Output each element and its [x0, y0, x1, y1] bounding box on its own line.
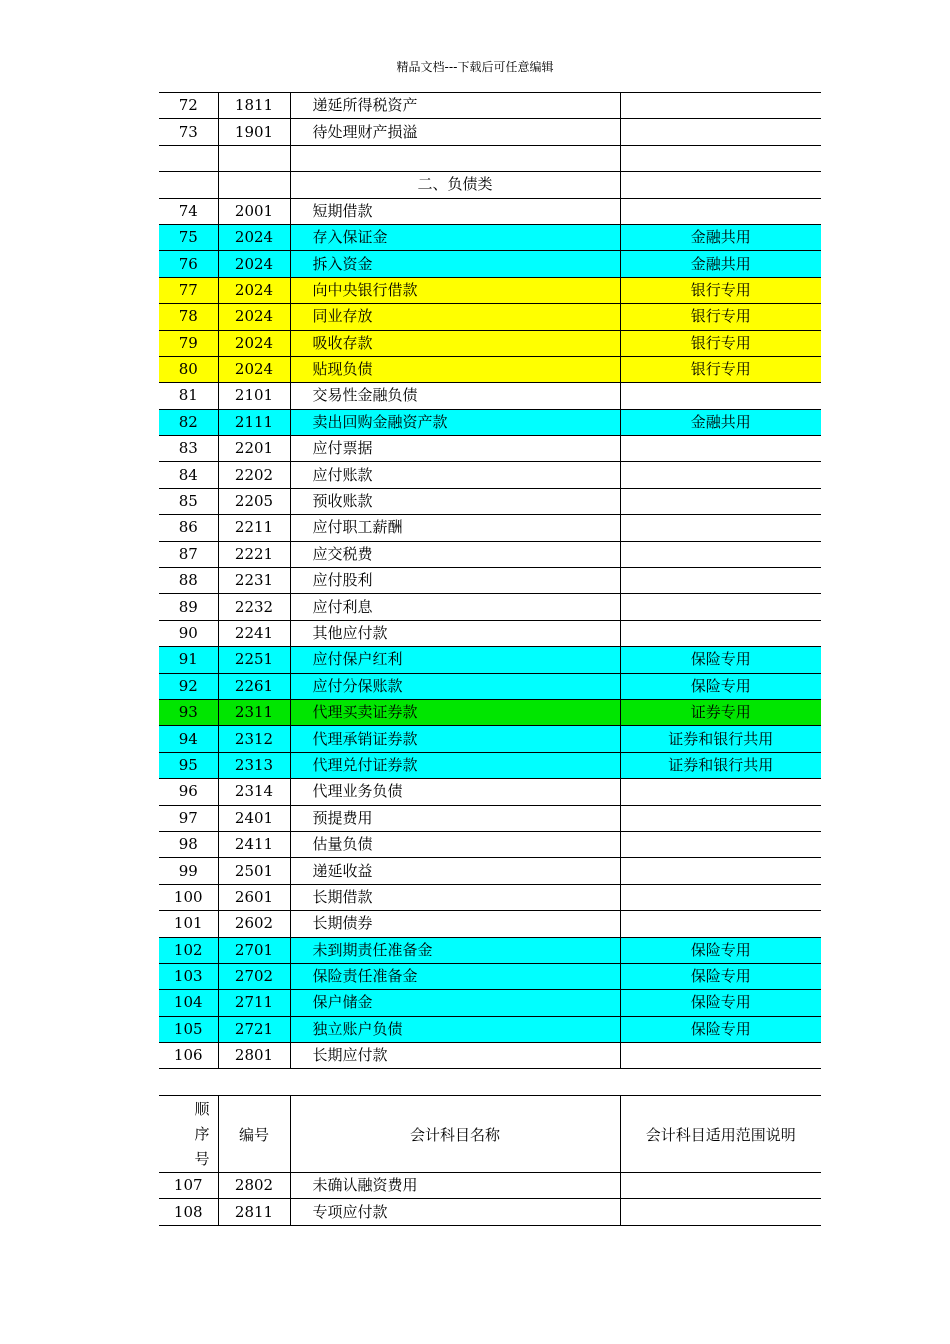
cell-name: 存入保证金 [290, 224, 620, 250]
cell-name: 应付利息 [290, 594, 620, 620]
cell-seq: 88 [159, 568, 218, 594]
cell-seq: 98 [159, 831, 218, 857]
table-row [159, 119, 821, 145]
cell-scope [620, 541, 821, 567]
cell-seq: 85 [159, 488, 218, 514]
cell-seq: 75 [159, 224, 218, 250]
cell-scope [620, 831, 821, 857]
table-row [159, 462, 821, 488]
cell-name: 短期借款 [290, 198, 620, 224]
cell-seq [159, 145, 218, 171]
cell-scope: 保险专用 [620, 1016, 821, 1042]
table-row [159, 884, 821, 910]
cell-code: 2111 [218, 409, 290, 435]
cell-seq: 79 [159, 330, 218, 356]
cell-name: 长期债券 [290, 911, 620, 937]
cell-seq: 80 [159, 356, 218, 382]
cell-code: 2024 [218, 277, 290, 303]
cell-code: 2711 [218, 990, 290, 1016]
accounts-table-continued-body [159, 1173, 821, 1226]
cell-code: 2232 [218, 594, 290, 620]
cell-name: 卖出回购金融资产款 [290, 409, 620, 435]
accounts-table-body [159, 93, 821, 1069]
cell-seq: 87 [159, 541, 218, 567]
cell-seq: 103 [159, 963, 218, 989]
cell-code: 2202 [218, 462, 290, 488]
cell-seq: 101 [159, 911, 218, 937]
cell-name: 长期借款 [290, 884, 620, 910]
table-row [159, 911, 821, 937]
table-row [159, 963, 821, 989]
header-code: 编号 [218, 1096, 290, 1173]
page-header: 精品文档---下载后可任意编辑 [396, 60, 554, 74]
table-row [159, 541, 821, 567]
table-row [159, 277, 821, 303]
cell-seq: 82 [159, 409, 218, 435]
cell-seq: 81 [159, 383, 218, 409]
cell-seq: 106 [159, 1043, 218, 1069]
cell-code: 2024 [218, 330, 290, 356]
table-row [159, 990, 821, 1016]
cell-code: 2312 [218, 726, 290, 752]
cell-code: 1811 [218, 93, 290, 119]
cell-name: 未到期责任准备金 [290, 937, 620, 963]
cell-code: 2101 [218, 383, 290, 409]
cell-code: 2241 [218, 620, 290, 646]
accounts-table-continued [159, 1095, 821, 1226]
cell-name: 专项应付款 [290, 1199, 620, 1225]
table-row [159, 647, 821, 673]
cell-name: 递延所得税资产 [290, 93, 620, 119]
header-seq [159, 1096, 218, 1173]
cell-scope [620, 1199, 821, 1225]
cell-scope: 金融共用 [620, 224, 821, 250]
table-row [159, 330, 821, 356]
cell-code: 2802 [218, 1173, 290, 1199]
cell-name: 吸收存款 [290, 330, 620, 356]
cell-seq: 74 [159, 198, 218, 224]
cell-code: 2721 [218, 1016, 290, 1042]
cell-code: 2601 [218, 884, 290, 910]
table-row [159, 937, 821, 963]
cell-code [218, 145, 290, 171]
cell-scope [620, 93, 821, 119]
table-row [159, 356, 821, 382]
table-row [159, 409, 821, 435]
cell-seq: 107 [159, 1173, 218, 1199]
cell-seq: 84 [159, 462, 218, 488]
table-row [159, 805, 821, 831]
cell-scope [620, 436, 821, 462]
table-row [159, 488, 821, 514]
cell-scope: 证券专用 [620, 699, 821, 725]
cell-name: 未确认融资费用 [290, 1173, 620, 1199]
table-row [159, 383, 821, 409]
cell-scope [620, 462, 821, 488]
cell-seq: 94 [159, 726, 218, 752]
header-name: 会计科目名称 [290, 1096, 620, 1173]
cell-code: 2201 [218, 436, 290, 462]
cell-code: 2205 [218, 488, 290, 514]
cell-code [218, 172, 290, 198]
cell-scope [620, 884, 821, 910]
cell-name: 保险责任准备金 [290, 963, 620, 989]
header-seq-char: 号 [194, 1149, 210, 1168]
cell-code: 2231 [218, 568, 290, 594]
cell-scope: 保险专用 [620, 963, 821, 989]
table-row [159, 752, 821, 778]
cell-seq: 73 [159, 119, 218, 145]
cell-name: 预收账款 [290, 488, 620, 514]
cell-code: 2211 [218, 515, 290, 541]
table-row [159, 1173, 821, 1199]
cell-scope [620, 1043, 821, 1069]
cell-seq: 96 [159, 779, 218, 805]
cell-name: 预提费用 [290, 805, 620, 831]
table-row [159, 831, 821, 857]
cell-seq: 83 [159, 436, 218, 462]
cell-name: 其他应付款 [290, 620, 620, 646]
cell-name: 向中央银行借款 [290, 277, 620, 303]
cell-name: 应交税费 [290, 541, 620, 567]
cell-name: 递延收益 [290, 858, 620, 884]
cell-name: 应付股利 [290, 568, 620, 594]
cell-code: 2801 [218, 1043, 290, 1069]
header-seq-char: 序 [194, 1124, 210, 1143]
table-row [159, 145, 821, 171]
cell-code: 2024 [218, 224, 290, 250]
cell-name: 长期应付款 [290, 1043, 620, 1069]
cell-name: 代理买卖证券款 [290, 699, 620, 725]
cell-seq: 77 [159, 277, 218, 303]
table-row [159, 673, 821, 699]
table-row [159, 304, 821, 330]
cell-code: 2602 [218, 911, 290, 937]
header-seq-char: 顺 [194, 1099, 210, 1118]
cell-name: 代理承销证券款 [290, 726, 620, 752]
table-row [159, 93, 821, 119]
cell-scope: 银行专用 [620, 330, 821, 356]
cell-scope: 证券和银行共用 [620, 752, 821, 778]
cell-scope: 保险专用 [620, 647, 821, 673]
cell-name: 代理兑付证券款 [290, 752, 620, 778]
cell-name: 拆入资金 [290, 251, 620, 277]
accounts-table [159, 92, 821, 1069]
cell-code: 2313 [218, 752, 290, 778]
cell-name: 应付票据 [290, 436, 620, 462]
cell-name: 应付分保账款 [290, 673, 620, 699]
cell-scope [620, 805, 821, 831]
section-title: 二、负债类 [290, 172, 620, 198]
cell-scope [620, 145, 821, 171]
cell-seq: 105 [159, 1016, 218, 1042]
cell-seq: 99 [159, 858, 218, 884]
table-row [159, 1199, 821, 1225]
cell-name: 待处理财产损溢 [290, 119, 620, 145]
table-row [159, 436, 821, 462]
table-row [159, 251, 821, 277]
cell-code: 2024 [218, 356, 290, 382]
cell-scope [620, 858, 821, 884]
cell-scope [620, 1173, 821, 1199]
cell-seq: 102 [159, 937, 218, 963]
table-row [159, 699, 821, 725]
cell-seq: 95 [159, 752, 218, 778]
cell-seq: 108 [159, 1199, 218, 1225]
cell-seq: 97 [159, 805, 218, 831]
cell-scope: 金融共用 [620, 251, 821, 277]
cell-seq: 91 [159, 647, 218, 673]
cell-seq: 76 [159, 251, 218, 277]
cell-code: 2811 [218, 1199, 290, 1225]
cell-scope [620, 911, 821, 937]
table-row [159, 858, 821, 884]
table-row [159, 198, 821, 224]
cell-scope: 保险专用 [620, 937, 821, 963]
cell-seq: 104 [159, 990, 218, 1016]
table-row [159, 515, 821, 541]
cell-seq: 72 [159, 93, 218, 119]
cell-name: 同业存放 [290, 304, 620, 330]
cell-scope: 保险专用 [620, 990, 821, 1016]
cell-code: 2314 [218, 779, 290, 805]
cell-seq: 92 [159, 673, 218, 699]
cell-scope [620, 779, 821, 805]
table-row [159, 594, 821, 620]
cell-code: 2001 [218, 198, 290, 224]
cell-name: 独立账户负债 [290, 1016, 620, 1042]
cell-name: 保户储金 [290, 990, 620, 1016]
cell-scope [620, 515, 821, 541]
cell-name: 应付保户红利 [290, 647, 620, 673]
table-row [159, 726, 821, 752]
cell-scope [620, 488, 821, 514]
cell-code: 2501 [218, 858, 290, 884]
table-row [159, 779, 821, 805]
cell-code: 2251 [218, 647, 290, 673]
table-header-row [159, 1096, 821, 1173]
cell-code: 2702 [218, 963, 290, 989]
cell-name: 应付账款 [290, 462, 620, 488]
cell-scope: 银行专用 [620, 356, 821, 382]
cell-name: 估量负债 [290, 831, 620, 857]
cell-code: 1901 [218, 119, 290, 145]
cell-scope [620, 172, 821, 198]
cell-scope [620, 568, 821, 594]
cell-seq: 93 [159, 699, 218, 725]
cell-scope [620, 620, 821, 646]
cell-seq: 78 [159, 304, 218, 330]
cell-seq: 89 [159, 594, 218, 620]
cell-code: 2024 [218, 251, 290, 277]
cell-scope [620, 594, 821, 620]
table-row [159, 1043, 821, 1069]
cell-name: 贴现负债 [290, 356, 620, 382]
cell-code: 2401 [218, 805, 290, 831]
cell-scope: 银行专用 [620, 277, 821, 303]
table-row [159, 172, 821, 198]
cell-seq [159, 172, 218, 198]
cell-scope [620, 198, 821, 224]
cell-code: 2024 [218, 304, 290, 330]
cell-name: 交易性金融负债 [290, 383, 620, 409]
cell-scope: 金融共用 [620, 409, 821, 435]
cell-scope [620, 119, 821, 145]
cell-code: 2411 [218, 831, 290, 857]
header-scope: 会计科目适用范围说明 [620, 1096, 821, 1173]
table-row [159, 224, 821, 250]
table-row [159, 1016, 821, 1042]
cell-code: 2311 [218, 699, 290, 725]
cell-seq: 86 [159, 515, 218, 541]
table-row [159, 620, 821, 646]
cell-code: 2221 [218, 541, 290, 567]
cell-name [290, 145, 620, 171]
cell-code: 2701 [218, 937, 290, 963]
cell-scope [620, 383, 821, 409]
cell-name: 应付职工薪酬 [290, 515, 620, 541]
table-row [159, 568, 821, 594]
cell-scope: 保险专用 [620, 673, 821, 699]
cell-seq: 100 [159, 884, 218, 910]
cell-name: 代理业务负债 [290, 779, 620, 805]
cell-code: 2261 [218, 673, 290, 699]
cell-seq: 90 [159, 620, 218, 646]
cell-scope: 银行专用 [620, 304, 821, 330]
cell-scope: 证券和银行共用 [620, 726, 821, 752]
